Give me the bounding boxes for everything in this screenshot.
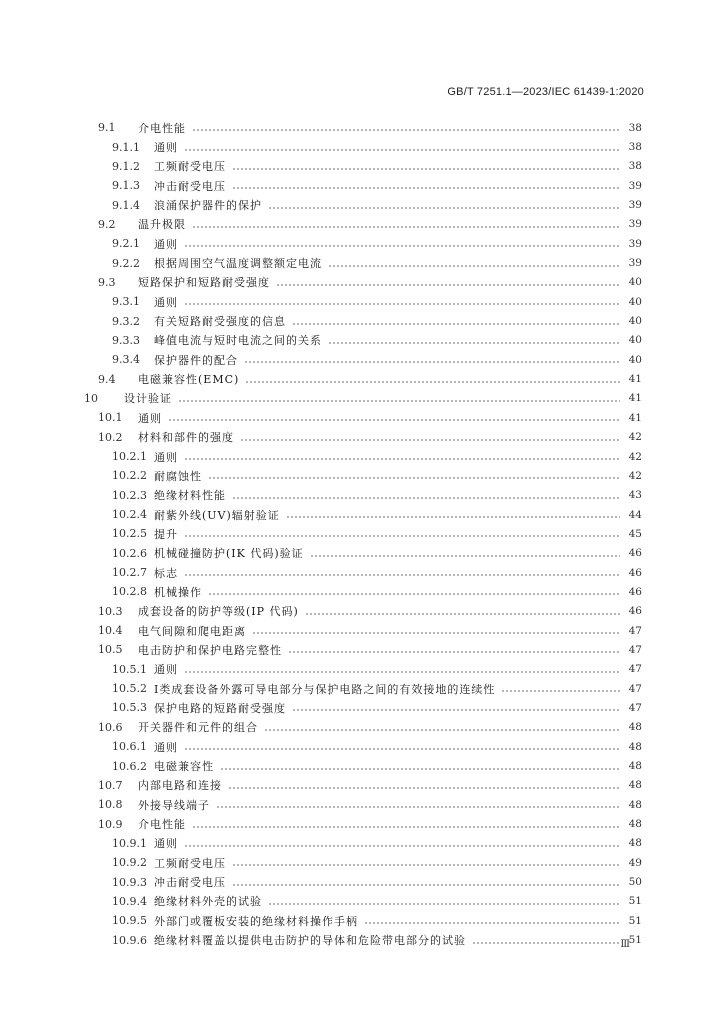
toc-entry-number: 10.9 bbox=[98, 817, 123, 831]
toc-entry-page: 40 bbox=[628, 276, 642, 289]
toc-entry-title: 通则 bbox=[154, 237, 178, 251]
table-of-contents bbox=[84, 118, 642, 950]
toc-entry-number: 10.2.8 bbox=[112, 585, 147, 599]
toc-entry-number: 9.2 bbox=[98, 217, 116, 231]
toc-entry-title: 冲击耐受电压 bbox=[154, 876, 226, 890]
toc-entry-page: 46 bbox=[628, 566, 642, 579]
toc-entry[interactable] bbox=[84, 524, 642, 543]
toc-entry-number: 10.2.1 bbox=[112, 450, 147, 464]
dot-leader bbox=[184, 238, 620, 249]
toc-entry-number: 10.2 bbox=[98, 430, 123, 444]
toc-entry-number: 10.7 bbox=[98, 778, 123, 792]
toc-entry-page: 46 bbox=[628, 585, 642, 598]
toc-entry-page: 44 bbox=[628, 508, 642, 521]
toc-entry-title: 电气间隙和爬电距离 bbox=[138, 624, 246, 638]
page-number: Ⅲ bbox=[620, 939, 630, 950]
toc-entry-page: 46 bbox=[628, 547, 642, 560]
toc-entry-page: 48 bbox=[628, 798, 642, 811]
dot-leader bbox=[305, 606, 620, 617]
toc-entry-title: 电磁兼容性 bbox=[154, 760, 214, 774]
toc-entry[interactable] bbox=[84, 698, 642, 717]
toc-entry-number: 9.2.2 bbox=[112, 256, 140, 270]
dot-leader bbox=[184, 142, 620, 153]
toc-entry-number: 10.9.6 bbox=[112, 933, 147, 947]
dot-leader bbox=[472, 935, 620, 946]
toc-entry-number: 10.2.7 bbox=[112, 566, 147, 580]
toc-entry-title: 冲击耐受电压 bbox=[154, 179, 226, 193]
toc-entry-title: 根据周围空气温度调整额定电流 bbox=[154, 257, 322, 271]
toc-entry-page: 45 bbox=[628, 527, 642, 540]
toc-entry[interactable] bbox=[84, 466, 642, 485]
toc-entry-page: 41 bbox=[628, 411, 642, 424]
toc-entry[interactable] bbox=[84, 776, 642, 795]
toc-entry[interactable] bbox=[84, 311, 642, 330]
toc-entry-page: 47 bbox=[628, 701, 642, 714]
dot-leader bbox=[245, 374, 620, 385]
toc-entry-page: 48 bbox=[628, 721, 642, 734]
toc-entry-title: 短路保护和短路耐受强度 bbox=[138, 276, 270, 290]
dot-leader bbox=[232, 161, 620, 172]
toc-entry-number: 10.6.1 bbox=[112, 740, 147, 754]
toc-entry-title: 材料和部件的强度 bbox=[138, 431, 234, 445]
dot-leader bbox=[192, 819, 620, 830]
toc-entry-title: 通则 bbox=[154, 837, 178, 851]
toc-entry[interactable] bbox=[84, 621, 642, 640]
toc-entry-title: 机械碰撞防护(IK 代码)验证 bbox=[154, 547, 304, 561]
toc-entry-page: 38 bbox=[628, 121, 642, 134]
toc-entry-page: 51 bbox=[628, 895, 642, 908]
toc-entry-title: 标志 bbox=[154, 566, 178, 580]
toc-entry-page: 39 bbox=[628, 237, 642, 250]
toc-entry-title: 通则 bbox=[154, 141, 178, 155]
toc-entry-page: 40 bbox=[628, 315, 642, 328]
toc-entry-page: 43 bbox=[628, 489, 642, 502]
toc-entry[interactable] bbox=[84, 892, 642, 911]
toc-entry-title: 机械操作 bbox=[154, 585, 202, 599]
toc-entry-page: 39 bbox=[628, 199, 642, 212]
dot-leader bbox=[208, 470, 620, 481]
toc-entry-number: 9.3 bbox=[98, 275, 116, 289]
dot-leader bbox=[240, 432, 620, 443]
toc-entry-title: 通则 bbox=[154, 450, 178, 464]
toc-entry-page: 42 bbox=[628, 469, 642, 482]
toc-entry-number: 9.4 bbox=[98, 372, 116, 386]
toc-entry-number: 10.2.2 bbox=[112, 469, 147, 483]
dot-leader bbox=[192, 122, 620, 133]
toc-entry[interactable] bbox=[84, 679, 642, 698]
toc-entry-number: 9.1.3 bbox=[112, 179, 140, 193]
toc-entry[interactable] bbox=[84, 718, 642, 737]
toc-entry-number: 10.5.3 bbox=[112, 701, 147, 715]
toc-entry-number: 9.3.3 bbox=[112, 333, 140, 347]
toc-entry[interactable] bbox=[84, 447, 642, 466]
toc-entry[interactable] bbox=[84, 737, 642, 756]
toc-entry-number: 9.1.1 bbox=[112, 140, 140, 154]
dot-leader bbox=[364, 915, 620, 926]
toc-entry-page: 42 bbox=[628, 450, 642, 463]
toc-entry-number: 10.9.2 bbox=[112, 856, 147, 870]
toc-entry-page: 47 bbox=[628, 663, 642, 676]
toc-entry-number: 10.9.3 bbox=[112, 875, 147, 889]
dot-leader bbox=[168, 412, 620, 423]
toc-entry-page: 47 bbox=[628, 682, 642, 695]
toc-entry-title: 通则 bbox=[138, 411, 162, 425]
dot-leader bbox=[178, 393, 620, 404]
toc-entry-page: 42 bbox=[628, 431, 642, 444]
toc-entry-title: 外部门或覆板安装的绝缘材料操作手柄 bbox=[154, 914, 358, 928]
dot-leader bbox=[268, 896, 620, 907]
toc-entry-number: 10 bbox=[84, 391, 98, 405]
toc-entry-number: 10.5 bbox=[98, 643, 123, 657]
dot-leader bbox=[501, 683, 620, 694]
toc-entry-title: 峰值电流与短时电流之间的关系 bbox=[154, 334, 322, 348]
toc-entry-title: 保护电路的短路耐受强度 bbox=[154, 701, 286, 715]
dot-leader bbox=[288, 644, 620, 655]
toc-entry[interactable] bbox=[84, 853, 642, 872]
toc-entry-number: 10.6.2 bbox=[112, 759, 147, 773]
toc-entry[interactable] bbox=[84, 602, 642, 621]
toc-entry[interactable] bbox=[84, 253, 642, 272]
toc-entry-number: 10.9.1 bbox=[112, 836, 147, 850]
toc-entry[interactable] bbox=[84, 234, 642, 253]
toc-entry-page: 40 bbox=[628, 334, 642, 347]
dot-leader bbox=[184, 296, 620, 307]
toc-entry-number: 10.1 bbox=[98, 411, 123, 425]
toc-entry-page: 48 bbox=[628, 779, 642, 792]
toc-entry-title: 耐腐蚀性 bbox=[154, 469, 202, 483]
toc-entry-title: 浪涌保护器件的保护 bbox=[154, 199, 262, 213]
toc-entry[interactable] bbox=[84, 563, 642, 582]
toc-entry[interactable] bbox=[84, 389, 642, 408]
dot-leader bbox=[208, 586, 620, 597]
toc-entry-page: 48 bbox=[628, 837, 642, 850]
toc-entry-page: 41 bbox=[628, 392, 642, 405]
toc-entry-title: 通则 bbox=[154, 663, 178, 677]
toc-entry[interactable] bbox=[84, 273, 642, 292]
toc-entry[interactable] bbox=[84, 137, 642, 156]
toc-entry-number: 9.1.2 bbox=[112, 159, 140, 173]
toc-entry-number: 10.2.6 bbox=[112, 546, 147, 560]
toc-entry[interactable] bbox=[84, 660, 642, 679]
toc-entry-title: 开关器件和元件的组合 bbox=[138, 721, 258, 735]
toc-entry[interactable] bbox=[84, 157, 642, 176]
document-header: GB/T 7251.1—2023/IEC 61439-1:2020 bbox=[447, 86, 644, 98]
toc-entry[interactable] bbox=[84, 215, 642, 234]
toc-entry-page: 47 bbox=[628, 624, 642, 637]
toc-entry-page: 39 bbox=[628, 257, 642, 270]
toc-entry-title: 绝缘材料性能 bbox=[154, 489, 226, 503]
toc-entry[interactable] bbox=[84, 428, 642, 447]
dot-leader bbox=[220, 761, 620, 772]
toc-entry-number: 9.1.4 bbox=[112, 198, 140, 212]
toc-entry-page: 50 bbox=[628, 876, 642, 889]
toc-entry-title: 工频耐受电压 bbox=[154, 856, 226, 870]
toc-entry-title: 温升极限 bbox=[138, 218, 186, 232]
toc-entry-title: 介电性能 bbox=[138, 818, 186, 832]
toc-entry-page: 38 bbox=[628, 141, 642, 154]
toc-entry-title: Ⅰ类成套设备外露可导电部分与保护电路之间的有效接地的连续性 bbox=[154, 682, 496, 696]
toc-entry-page: 48 bbox=[628, 760, 642, 773]
toc-entry-number: 10.4 bbox=[98, 624, 123, 638]
dot-leader bbox=[310, 548, 620, 559]
dot-leader bbox=[286, 509, 620, 520]
toc-entry-title: 内部电路和连接 bbox=[138, 779, 222, 793]
toc-entry-page: 51 bbox=[628, 934, 642, 947]
toc-entry[interactable] bbox=[84, 369, 642, 388]
toc-entry-number: 10.8 bbox=[98, 798, 123, 812]
dot-leader bbox=[228, 780, 620, 791]
toc-entry-title: 外接导线端子 bbox=[138, 798, 210, 812]
toc-entry-page: 49 bbox=[628, 856, 642, 869]
toc-entry[interactable] bbox=[84, 814, 642, 833]
toc-entry-number: 10.9.5 bbox=[112, 914, 147, 928]
dot-leader bbox=[268, 200, 620, 211]
toc-entry[interactable] bbox=[84, 331, 642, 350]
dot-leader bbox=[184, 838, 620, 849]
toc-entry[interactable] bbox=[84, 911, 642, 930]
toc-entry-page: 51 bbox=[628, 914, 642, 927]
toc-entry-number: 9.3.1 bbox=[112, 295, 140, 309]
toc-entry-title: 提升 bbox=[154, 527, 178, 541]
toc-entry-title: 工频耐受电压 bbox=[154, 160, 226, 174]
toc-entry-page: 40 bbox=[628, 353, 642, 366]
toc-entry-title: 通则 bbox=[154, 740, 178, 754]
toc-entry[interactable] bbox=[84, 195, 642, 214]
toc-entry[interactable] bbox=[84, 756, 642, 775]
dot-leader bbox=[328, 258, 620, 269]
toc-entry[interactable] bbox=[84, 795, 642, 814]
toc-entry-number: 10.2.3 bbox=[112, 488, 147, 502]
toc-entry-title: 成套设备的防护等级(IP 代码) bbox=[138, 605, 299, 619]
toc-entry-title: 绝缘材料覆盖以提供电击防护的导体和危险带电部分的试验 bbox=[154, 934, 466, 948]
toc-entry-number: 10.2.5 bbox=[112, 527, 147, 541]
toc-entry-page: 41 bbox=[628, 373, 642, 386]
dot-leader bbox=[184, 451, 620, 462]
dot-leader bbox=[184, 528, 620, 539]
toc-entry-title: 绝缘材料外壳的试验 bbox=[154, 895, 262, 909]
toc-entry[interactable] bbox=[84, 834, 642, 853]
toc-entry-number: 10.2.4 bbox=[112, 508, 147, 522]
dot-leader bbox=[292, 316, 620, 327]
toc-entry-title: 有关短路耐受强度的信息 bbox=[154, 315, 286, 329]
toc-entry-page: 40 bbox=[628, 295, 642, 308]
toc-entry[interactable] bbox=[84, 176, 642, 195]
toc-entry-page: 39 bbox=[628, 218, 642, 231]
toc-entry-title: 电击防护和保护电路完整性 bbox=[138, 643, 282, 657]
toc-entry-page: 39 bbox=[628, 179, 642, 192]
toc-entry[interactable] bbox=[84, 505, 642, 524]
toc-entry-number: 9.3.2 bbox=[112, 314, 140, 328]
dot-leader bbox=[232, 180, 620, 191]
toc-entry-page: 47 bbox=[628, 643, 642, 656]
dot-leader bbox=[328, 335, 620, 346]
toc-entry[interactable] bbox=[84, 118, 642, 137]
toc-entry-page: 38 bbox=[628, 160, 642, 173]
toc-entry[interactable] bbox=[84, 872, 642, 891]
toc-entry[interactable] bbox=[84, 640, 642, 659]
toc-entry-title: 介电性能 bbox=[138, 121, 186, 135]
toc-entry[interactable] bbox=[84, 930, 642, 949]
toc-entry-number: 10.3 bbox=[98, 604, 123, 618]
toc-entry-number: 9.3.4 bbox=[112, 353, 140, 367]
toc-entry-page: 48 bbox=[628, 740, 642, 753]
toc-entry-title: 设计验证 bbox=[124, 392, 172, 406]
toc-entry[interactable] bbox=[84, 486, 642, 505]
toc-entry-title: 电磁兼容性(EMC) bbox=[138, 373, 240, 387]
dot-leader bbox=[232, 490, 620, 501]
dot-leader bbox=[192, 219, 620, 230]
toc-entry-page: 46 bbox=[628, 605, 642, 618]
toc-entry-number: 10.5.1 bbox=[112, 662, 147, 676]
toc-entry-number: 10.6 bbox=[98, 720, 123, 734]
toc-entry-number: 9.1 bbox=[98, 121, 116, 135]
toc-entry-title: 通则 bbox=[154, 295, 178, 309]
dot-leader bbox=[216, 799, 620, 810]
dot-leader bbox=[244, 354, 620, 365]
toc-entry-title: 保护器件的配合 bbox=[154, 353, 238, 367]
dot-leader bbox=[264, 722, 620, 733]
toc-entry-number: 10.9.4 bbox=[112, 894, 147, 908]
dot-leader bbox=[276, 277, 620, 288]
dot-leader bbox=[184, 567, 620, 578]
toc-entry[interactable] bbox=[84, 582, 642, 601]
dot-leader bbox=[232, 877, 620, 888]
toc-entry-number: 9.2.1 bbox=[112, 237, 140, 251]
dot-leader bbox=[232, 857, 620, 868]
toc-entry[interactable] bbox=[84, 408, 642, 427]
toc-entry-title: 耐紫外线(UV)辐射验证 bbox=[154, 508, 280, 522]
toc-entry-page: 48 bbox=[628, 818, 642, 831]
dot-leader bbox=[184, 664, 620, 675]
toc-entry[interactable] bbox=[84, 544, 642, 563]
dot-leader bbox=[292, 702, 620, 713]
dot-leader bbox=[184, 741, 620, 752]
toc-entry-number: 10.5.2 bbox=[112, 682, 147, 696]
toc-entry[interactable] bbox=[84, 350, 642, 369]
toc-entry[interactable] bbox=[84, 292, 642, 311]
dot-leader bbox=[252, 625, 620, 636]
